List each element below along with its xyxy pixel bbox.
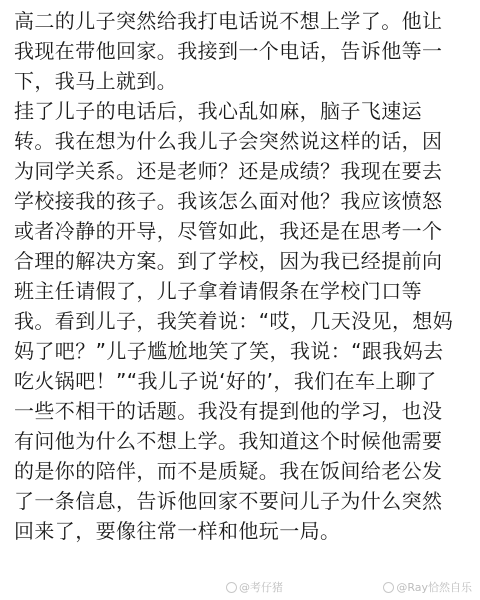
text-line: 为同学关系。还是老师？还是成绩？我现在要去: [14, 159, 443, 183]
text-line: 或者冷静的开导，尽管如此，我还是在思考一个: [14, 219, 443, 243]
text-line: 转。我在想为什么我儿子会突然说这样的话，因: [14, 129, 443, 153]
post-body: [14, 6, 470, 546]
text-line: 学校接我的孩子。我该怎么面对他？我应该愤怒: [14, 189, 443, 213]
text-line: 吃火锅吧！”“我儿子说‘好的’，我们在车上聊了: [14, 369, 437, 393]
text-line: 有问他为什么不想上学。我知道这个时候他需要: [14, 429, 443, 453]
text-line: 合理的解决方案。到了学校，因为我已经提前向: [14, 249, 443, 273]
text-line: 挂了儿子的电话后，我心乱如麻，脑子飞速运: [14, 99, 422, 123]
watermark-right-text: @Ray恰然自乐: [396, 581, 472, 594]
text-line: 了一条信息，告诉他回家不要问儿子为什么突然: [14, 489, 443, 513]
text-line: 一些不相干的话题。我没有提到他的学习，也没: [14, 399, 443, 423]
text-line: 回来了，要像往常一样和他玩一局。: [14, 519, 341, 543]
weibo-icon: [226, 582, 237, 593]
watermark-left: [226, 579, 283, 595]
paragraph-2: [14, 96, 470, 546]
text-line: 下，我马上就到。: [14, 69, 178, 93]
paragraph-1: [14, 6, 470, 96]
text-line: 班主任请假了，儿子拿着请假条在学校门口等: [14, 279, 422, 303]
weibo-icon: [383, 582, 394, 593]
text-line: 高二的儿子突然给我打电话说不想上学了。他让: [14, 9, 443, 33]
text-line: 我。看到儿子，我笑着说：“哎，几天没见，想妈: [14, 309, 454, 333]
text-line: 的是你的陪伴，而不是质疑。我在饭间给老公发: [14, 459, 443, 483]
text-line: 我现在带他回家。我接到一个电话，告诉他等一: [14, 39, 443, 63]
watermark-right: [383, 579, 472, 595]
text-line: 妈了吧？”儿子尴尬地笑了笑，我说：“跟我妈去: [14, 339, 444, 363]
watermark-left-text: @考仔猪: [239, 581, 283, 594]
